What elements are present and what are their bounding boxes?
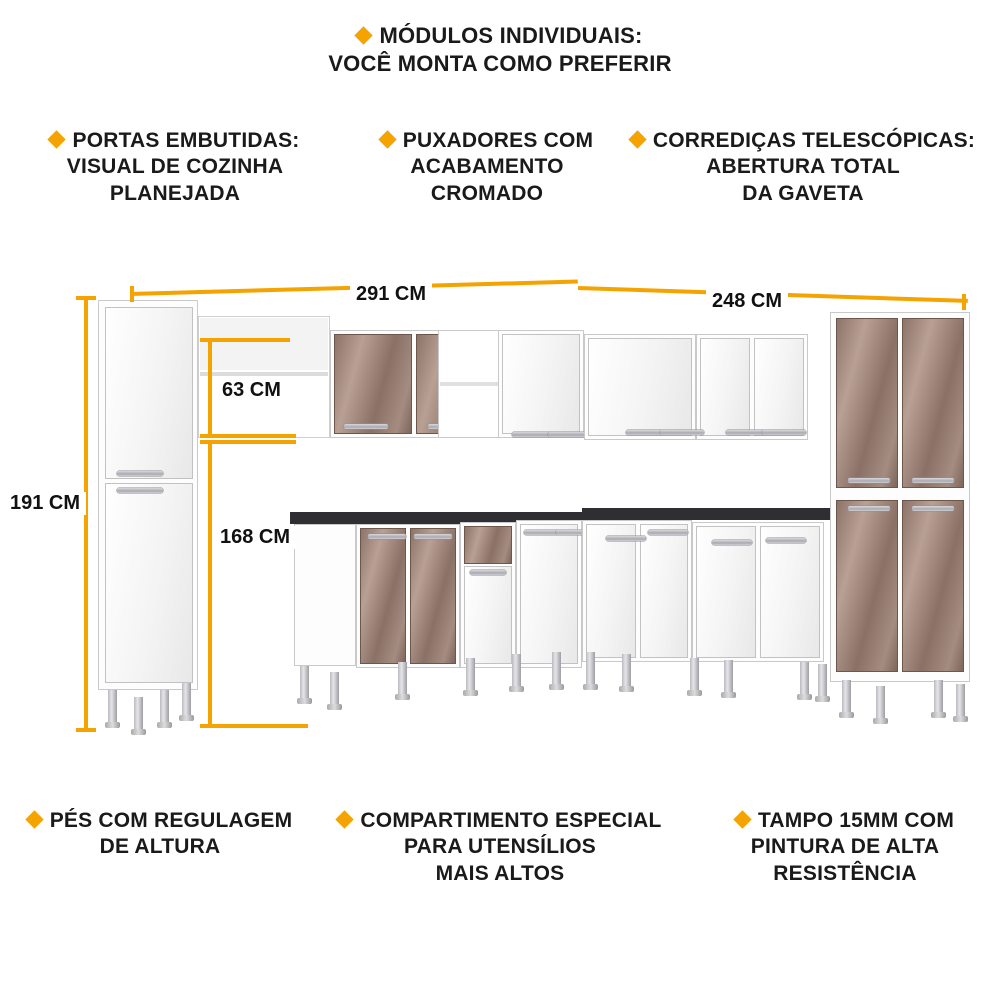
base-door-brown-1 — [360, 528, 406, 664]
base-door-white-5 — [696, 526, 756, 658]
cabinet-foot — [398, 662, 407, 696]
right-lower-door-1 — [836, 500, 898, 672]
dim-label-63: 63 CM — [216, 379, 287, 402]
feature-portas-embutidas — [10, 128, 340, 207]
upper-door-white-3 — [700, 338, 750, 436]
feature-text: VISUAL DE COZINHA — [66, 155, 284, 179]
upper-door-white-2 — [588, 338, 692, 436]
cabinet-foot — [300, 666, 309, 700]
feature-line — [608, 128, 998, 154]
feature-text: ABERTURA TOTAL — [706, 155, 900, 179]
base-handle — [712, 540, 752, 545]
right-cabinet-handle — [848, 506, 890, 511]
feature-line — [352, 128, 622, 154]
feature-text: CORREDIÇAS TELESCÓPICAS: — [652, 129, 976, 152]
cabinet-foot — [134, 697, 143, 731]
right-upper-door-1 — [836, 318, 898, 488]
cabinet-foot — [724, 660, 733, 694]
diamond-bullet-icon — [733, 810, 751, 828]
dim-tick-top-168 — [200, 440, 296, 444]
cabinet-foot — [956, 684, 965, 718]
base-door-white-1 — [464, 566, 512, 664]
feature-text: VOCÊ MONTA COMO PREFERIR — [328, 50, 672, 76]
feature-corredicas-telescopicas — [608, 128, 998, 207]
feature-line — [0, 808, 320, 834]
cabinet-foot — [690, 658, 699, 692]
upper-door-brown-1 — [334, 334, 412, 434]
cabinet-foot — [800, 662, 809, 696]
base-handle — [368, 534, 406, 539]
base-handle — [606, 536, 646, 541]
dim-tick-right-248 — [962, 294, 966, 310]
right-upper-door-2 — [902, 318, 964, 488]
feature-text: COMPARTIMENTO ESPECIAL — [360, 809, 662, 832]
cabinet-foot — [160, 690, 169, 724]
cabinet-foot — [552, 652, 561, 686]
diamond-bullet-icon — [336, 810, 354, 828]
cabinet-foot — [934, 680, 943, 714]
feature-text: PORTAS EMBUTIDAS: — [72, 129, 300, 152]
right-cabinet-handle — [912, 506, 954, 511]
feature-line — [690, 808, 1000, 834]
countertop-right — [582, 508, 830, 520]
diamond-bullet-icon — [355, 26, 373, 44]
dim-tick-top-191 — [76, 296, 96, 300]
cabinet-foot — [842, 680, 851, 714]
pantry-upper-door — [105, 307, 193, 479]
cabinet-foot — [182, 683, 191, 717]
feature-text: PARA UTENSÍLIOS — [403, 835, 596, 859]
cabinet-foot — [876, 686, 885, 720]
dim-line-168 — [208, 440, 212, 728]
feature-text: TAMPO 15MM COM — [757, 809, 955, 832]
upper-handle — [344, 424, 388, 429]
dim-tick-bottom-191 — [76, 728, 96, 732]
feature-text: ACABAMENTO — [410, 155, 564, 179]
diamond-bullet-icon — [378, 130, 396, 148]
base-door-white-3 — [586, 524, 636, 658]
feature-text: PÉS COM REGULAGEM — [49, 809, 293, 832]
feature-compartimento-especial — [310, 808, 690, 887]
cabinet-foot — [330, 672, 339, 706]
diamond-bullet-icon — [628, 130, 646, 148]
dim-label-248: 248 CM — [706, 290, 788, 313]
cabinet-foot — [818, 664, 827, 698]
feature-line — [310, 808, 690, 834]
cabinet-foot — [586, 652, 595, 686]
shelf-inner-shadow — [200, 318, 328, 370]
base-handle — [414, 534, 452, 539]
upper-handle — [660, 430, 704, 435]
upper-door-white-4 — [754, 338, 804, 436]
feature-text: RESISTÊNCIA — [773, 861, 917, 885]
feature-modulos-individuais — [240, 22, 760, 77]
feature-line — [10, 128, 340, 154]
cabinet-foot — [512, 654, 521, 688]
dim-tick-bottom-63 — [200, 434, 296, 438]
base-door-white-4 — [640, 524, 688, 658]
feature-text: DA GAVETA — [742, 181, 864, 205]
base-drawer-front — [464, 526, 512, 564]
pantry-lower-door — [105, 483, 193, 683]
feature-line — [240, 22, 760, 50]
base-cabinet-left-1 — [294, 524, 356, 666]
feature-text: PINTURA DE ALTA — [750, 835, 940, 859]
cabinet-foot — [622, 654, 631, 688]
base-door-white-2 — [520, 524, 578, 664]
base-handle — [648, 530, 688, 535]
upper-handle — [762, 430, 806, 435]
upper-door-white-1 — [502, 334, 580, 434]
dim-label-291: 291 CM — [350, 283, 432, 306]
feature-pes-regulagem — [0, 808, 320, 861]
feature-text: DE ALTURA — [99, 835, 221, 859]
pantry-lower-handle — [117, 488, 163, 493]
cabinet-foot — [466, 658, 475, 692]
feature-puxadores-cromados — [352, 128, 622, 207]
feature-tampo-15mm — [690, 808, 1000, 887]
diamond-bullet-icon — [25, 810, 43, 828]
base-door-brown-2 — [410, 528, 456, 664]
feature-text: MAIS ALTOS — [435, 861, 565, 885]
right-cabinet-handle — [848, 478, 890, 483]
cabinet-foot — [108, 690, 117, 724]
dim-tick-top-63 — [200, 338, 290, 342]
base-handle — [470, 570, 506, 575]
niche-shelf — [440, 382, 498, 386]
right-lower-door-2 — [902, 500, 964, 672]
diamond-bullet-icon — [48, 130, 66, 148]
base-door-white-6 — [760, 526, 820, 658]
dim-line-63 — [208, 338, 212, 438]
feature-text: PUXADORES COM — [402, 129, 594, 152]
shelf-divider — [200, 372, 328, 376]
right-cabinet-handle — [912, 478, 954, 483]
dim-label-168: 168 CM — [214, 526, 296, 549]
dim-label-191: 191 CM — [4, 492, 86, 515]
dim-tick-left-291 — [130, 286, 134, 302]
pantry-upper-handle — [117, 471, 163, 476]
tall-pantry-cabinet — [98, 300, 198, 690]
base-handle — [766, 538, 806, 543]
feature-text: CROMADO — [430, 181, 544, 205]
dim-tick-bottom-168 — [200, 724, 308, 728]
feature-text: MÓDULOS INDIVIDUAIS: — [379, 23, 643, 48]
feature-text: PLANEJADA — [109, 181, 241, 205]
